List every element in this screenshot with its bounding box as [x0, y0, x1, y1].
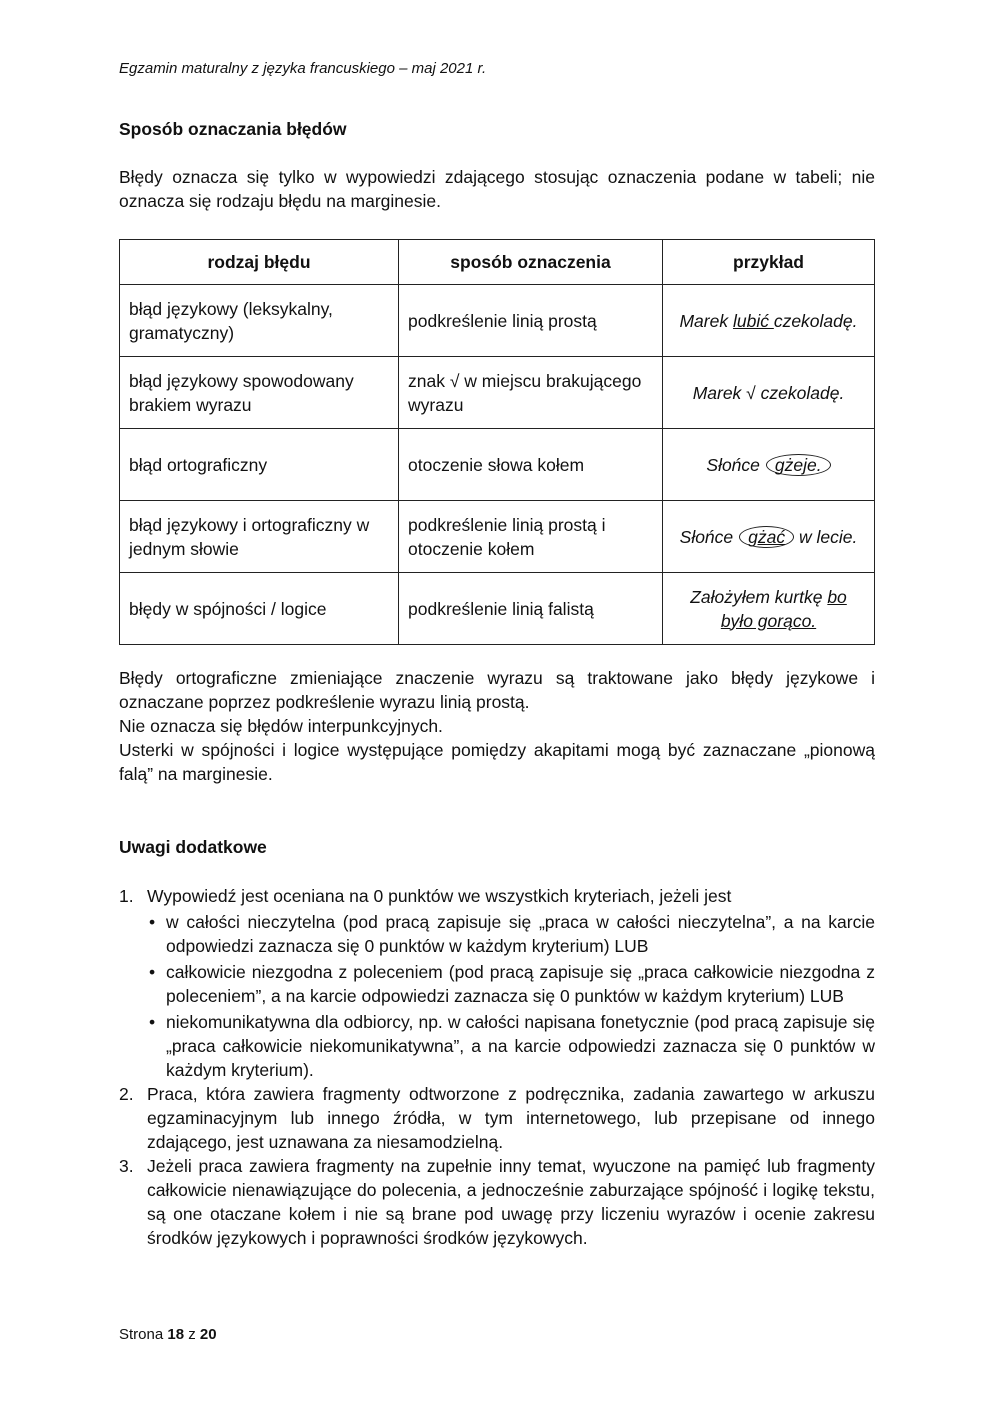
table-row: [120, 501, 875, 573]
item-text: Praca, która zawiera fragmenty odtworzone z podręcznika, zadania zawartego w arkuszu egzaminacyjnym lub innego źródła, w tym internetowego, lub przepisane od innego zdającego, jest uznawana za niesamodzielną.: [147, 1084, 875, 1152]
example-cell: [663, 285, 875, 357]
underlined-word: lubić: [732, 310, 774, 331]
bullet-item: • w całości nieczytelna (pod pracą zapisuje się „praca w całości nieczytelna”, a na karcie odpowiedzi zaznacza się 0 punktów w każdym kryterium) LUB: [147, 910, 875, 958]
footer-separator: z: [184, 1326, 200, 1343]
page-header: Egzamin maturalny z języka francuskiego – maj 2021 r.: [119, 60, 487, 77]
item-text: Jeżeli praca zawiera fragmenty na zupełnie inny temat, wyuczone na pamięć lub fragmenty całkowicie nienawiązujące do polecenia, a jednocześnie zaburzające spójność i logikę tekstu, są one otaczane kołem i nie są brane pod uwagę przy liczeniu wyrazów i ocenie zakresu środków językowych i poprawności środków językowych.: [147, 1156, 875, 1248]
section-title: Sposób oznaczania błędów: [119, 119, 347, 139]
page-footer: [119, 1326, 217, 1343]
intro-paragraph-wrap: [119, 165, 875, 213]
error-type-cell: błąd ortograficzny: [120, 429, 399, 501]
method-cell: podkreślenie linią falistą: [399, 573, 663, 645]
list-item: [119, 1082, 875, 1154]
section-error-marking: [119, 119, 875, 140]
bullet-item: • całkowicie niezgodna z poleceniem (pod pracą zapisuje się „praca całkowicie niezgodna z poleceniem”, a na karcie odpowiedzi zaznacza się 0 punktów w każdym kryterium) LUB: [147, 960, 875, 1008]
section-additional-notes-title-wrap: [119, 837, 875, 858]
notes-list: [119, 884, 875, 1250]
example-text: Marek: [679, 310, 733, 331]
bullet-item: • niekomunikatywna dla odbiorcy, np. w całości napisana fonetycznie (pod pracą zapisuje się „praca całkowicie niekomunikatywna”, a na karcie odpowiedzi zaznacza się 0 punktów w każdym kryterium).: [147, 1010, 875, 1082]
method-cell: podkreślenie linią prostą: [399, 285, 663, 357]
error-type-cell: błąd językowy (leksykalny, gramatyczny): [120, 285, 399, 357]
section-title: Uwagi dodatkowe: [119, 837, 267, 857]
example-text: w lecie.: [794, 526, 858, 547]
column-header: rodzaj błędu: [120, 240, 399, 285]
rule-paragraph: Usterki w spójności i logice występujące pomiędzy akapitami mogą być zaznaczane „pionową falą” na marginesie.: [119, 740, 875, 784]
table-row: [120, 573, 875, 645]
table-row: [120, 285, 875, 357]
table-header-row: [120, 240, 875, 285]
table-row: [120, 357, 875, 429]
example-cell: Marek √ czekoladę.: [663, 357, 875, 429]
bullet-list: [147, 910, 875, 1082]
table-row: [120, 429, 875, 501]
example-cell: [663, 429, 875, 501]
error-type-cell: błąd językowy i ortograficzny w jednym słowie: [120, 501, 399, 573]
example-text: Słońce: [679, 526, 734, 547]
example-text: czekoladę.: [773, 310, 858, 331]
item-text: Wypowiedź jest oceniana na 0 punktów we wszystkich kryteriach, jeżeli jest: [147, 886, 732, 906]
additional-notes: [119, 884, 875, 1250]
rule-paragraph: Nie oznacza się błędów interpunkcyjnych.: [119, 716, 443, 736]
page-number: 18: [167, 1326, 185, 1343]
circled-underlined-word: gżać: [739, 526, 794, 548]
example-text: Słońce: [706, 454, 760, 475]
intro-paragraph: Błędy oznacza się tylko w wypowiedzi zdającego stosując oznaczenia podane w tabeli; nie oznacza się rodzaju błędu na marginesie.: [119, 167, 875, 211]
item-number: 3.: [119, 1156, 134, 1176]
item-number: 1.: [119, 886, 134, 906]
method-cell: otoczenie słowa kołem: [399, 429, 663, 501]
wavy-underlined-phrase: bo było gorąco.: [720, 586, 847, 631]
method-cell: podkreślenie linią prostą i otoczenie kołem: [399, 501, 663, 573]
error-marking-table: [119, 239, 875, 645]
error-type-cell: błędy w spójności / logice: [120, 573, 399, 645]
column-header: przykład: [663, 240, 875, 285]
circled-word: gżeje.: [766, 454, 831, 476]
rule-paragraph: Błędy ortograficzne zmieniające znaczenie wyrazu są traktowane jako błędy językowe i oznaczane poprzez podkreślenie wyrazu linią prostą.: [119, 668, 875, 712]
example-text: Założyłem kurtkę: [690, 586, 828, 607]
item-number: 2.: [119, 1084, 134, 1104]
error-type-cell: błąd językowy spowodowany brakiem wyrazu: [120, 357, 399, 429]
method-cell: znak √ w miejscu brakującego wyrazu: [399, 357, 663, 429]
footer-label: Strona: [119, 1326, 168, 1343]
rules-block: [119, 666, 875, 786]
page-total: 20: [199, 1326, 217, 1343]
list-item: [119, 884, 875, 1082]
example-cell: [663, 501, 875, 573]
column-header: sposób oznaczenia: [399, 240, 663, 285]
example-cell: [663, 573, 875, 645]
list-item: [119, 1154, 875, 1250]
